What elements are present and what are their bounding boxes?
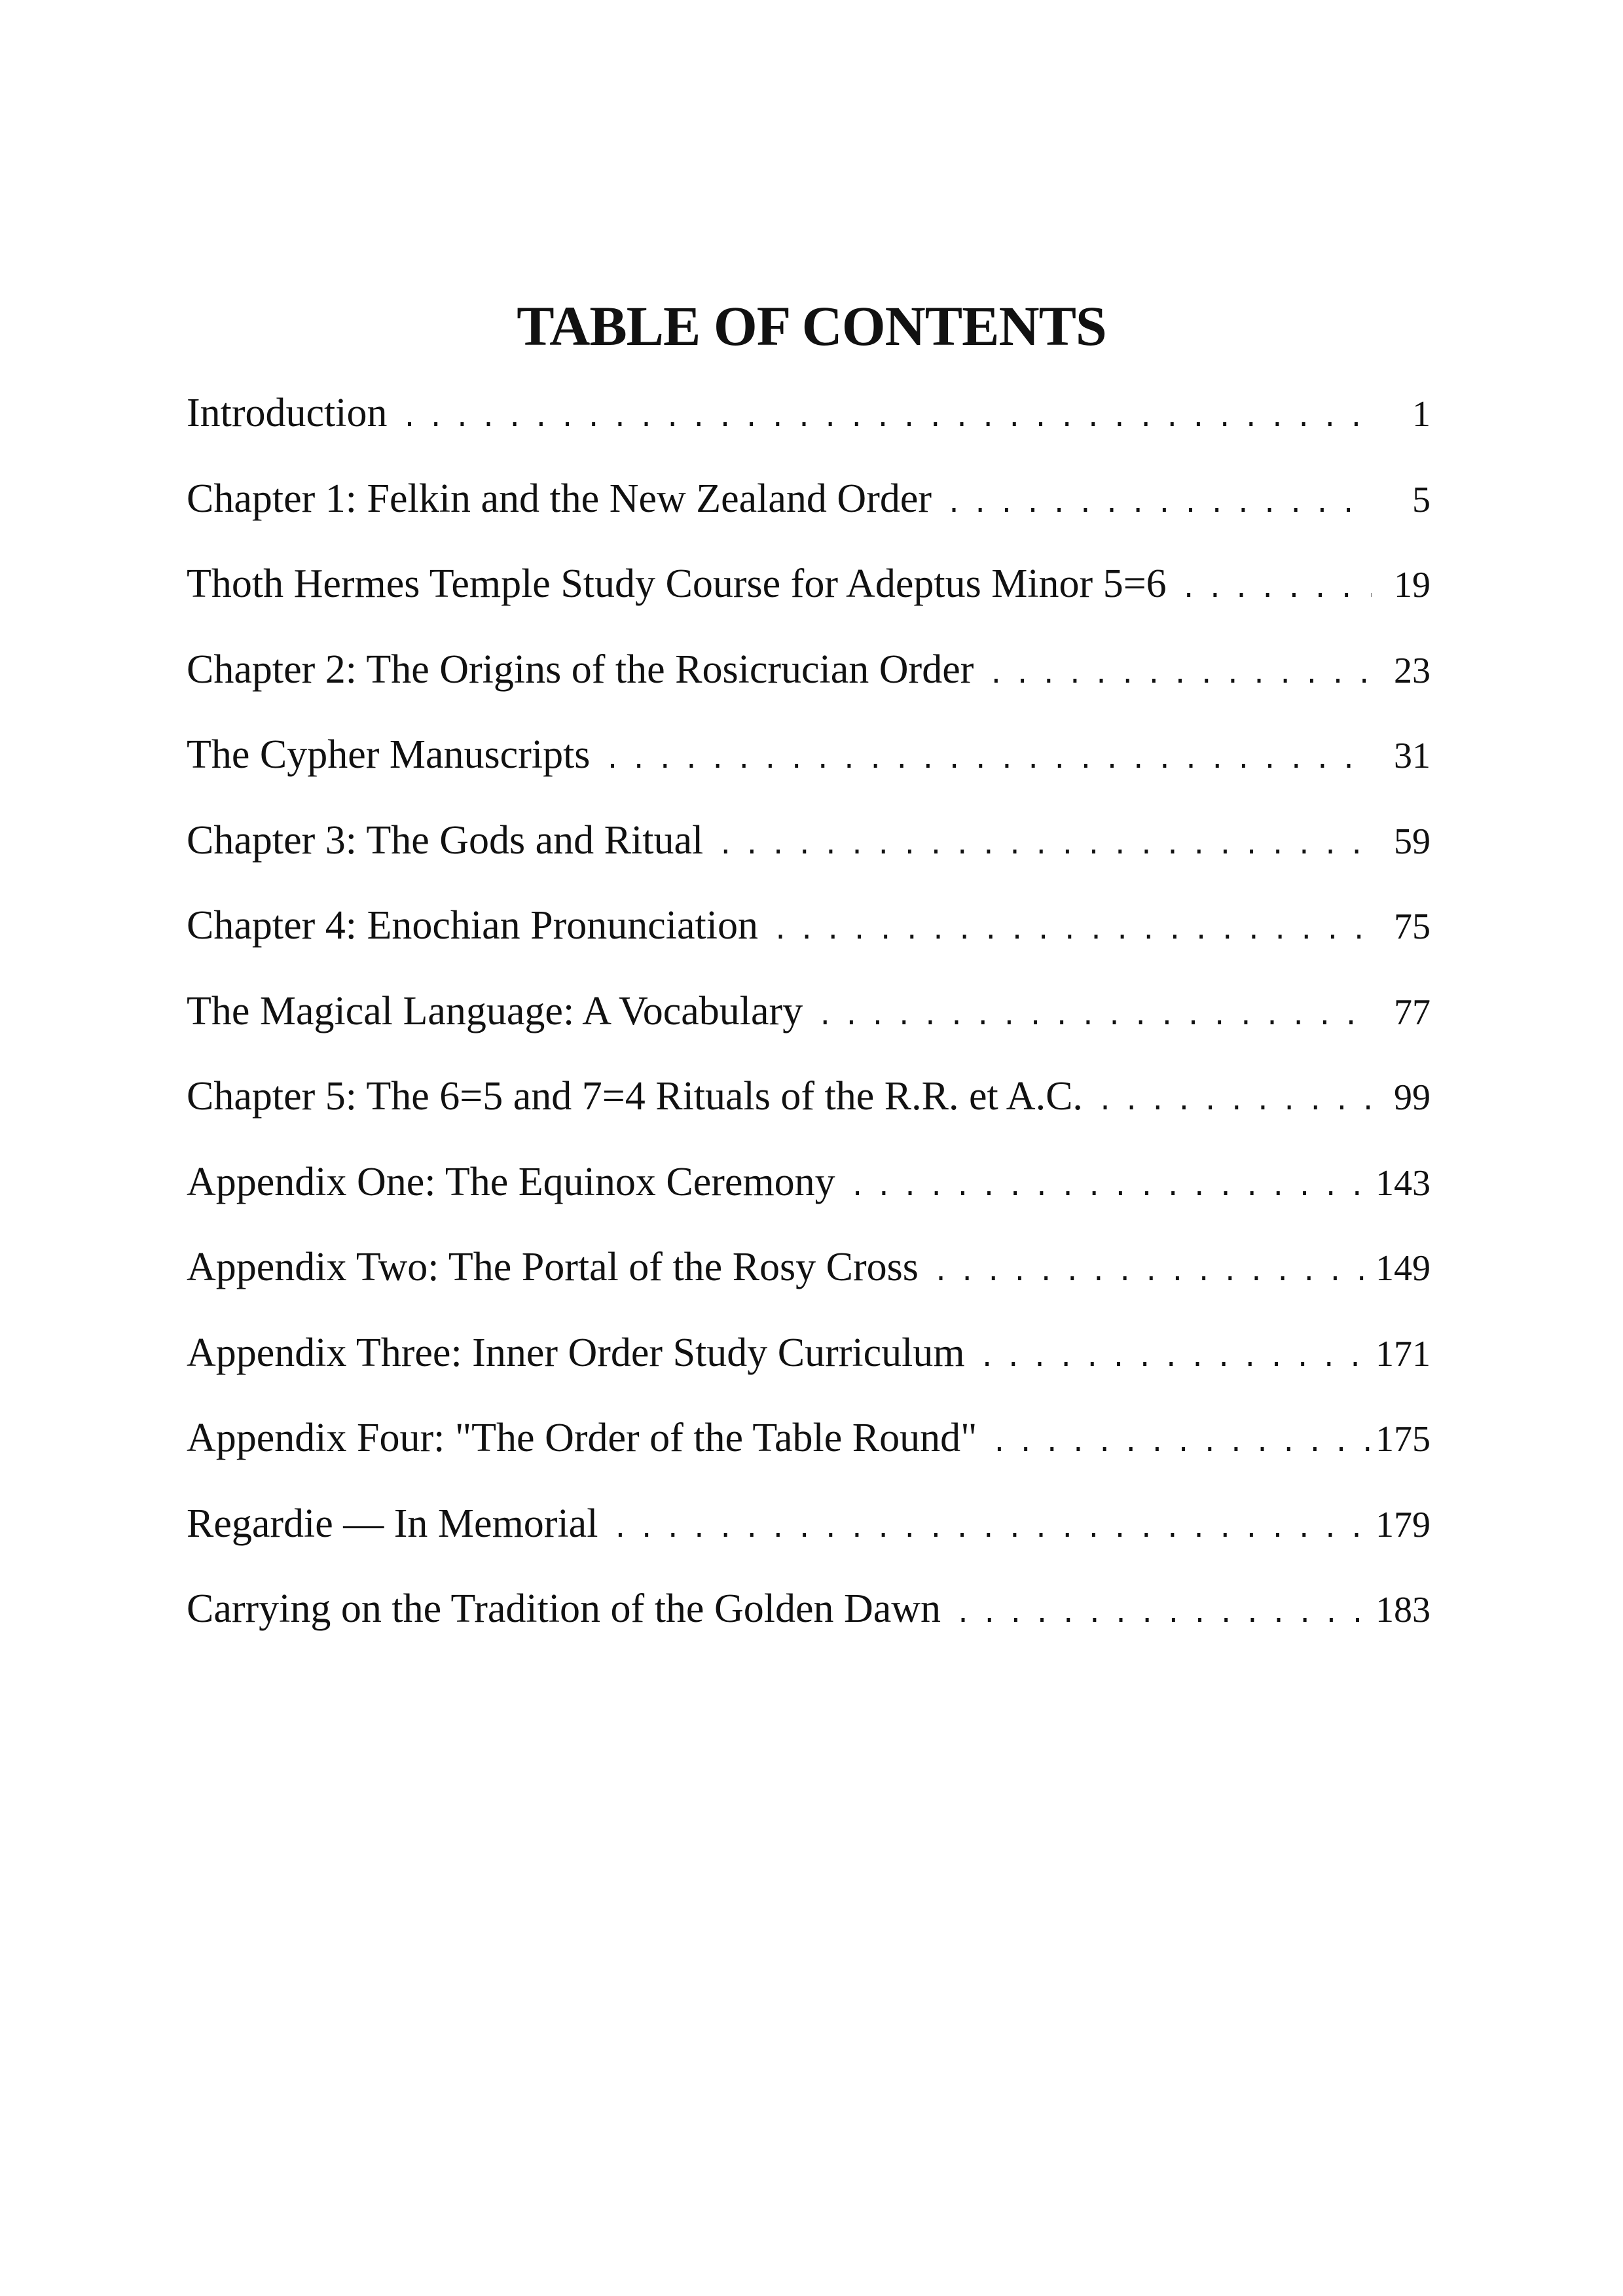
toc-entry-page: 5 xyxy=(1412,479,1431,520)
toc-entry-page: 143 xyxy=(1376,1162,1431,1204)
toc-entry xyxy=(187,734,1431,820)
toc-entry-label: Appendix Four: "The Order of the Table Round" xyxy=(187,1416,977,1460)
page-title: TABLE OF CONTENTS xyxy=(517,295,1106,357)
dot-leader xyxy=(955,1600,1372,1626)
toc-entry-page: 19 xyxy=(1394,565,1431,605)
dot-leader xyxy=(979,1344,1372,1371)
toc-entry xyxy=(187,1503,1431,1589)
dot-leader xyxy=(933,1259,1372,1285)
toc-entry-page: 175 xyxy=(1376,1419,1431,1460)
toc-entry-page: 171 xyxy=(1376,1333,1431,1374)
toc-entry xyxy=(187,1588,1431,1674)
toc-entry-label: Carrying on the Tradition of the Golden Dawn xyxy=(187,1587,941,1631)
toc-entry xyxy=(187,1159,1431,1247)
toc-entry xyxy=(187,817,1431,906)
toc-entry-page: 1 xyxy=(1412,394,1431,435)
dot-leader xyxy=(718,832,1372,858)
toc-entry xyxy=(187,1076,1431,1162)
dot-leader xyxy=(1097,1088,1372,1114)
dot-leader xyxy=(773,917,1372,943)
dot-leader xyxy=(604,746,1372,772)
toc-entry-label: Chapter 4: Enochian Pronunciation xyxy=(187,903,758,948)
toc-entry-label: Chapter 3: The Gods and Ritual xyxy=(187,817,704,863)
toc-entry-page: 183 xyxy=(1376,1590,1431,1630)
toc-entry xyxy=(187,478,1431,564)
toc-entry-label: Introduction xyxy=(187,391,388,435)
toc-entry-label: Chapter 2: The Origins of the Rosicrucian Order xyxy=(187,647,974,692)
toc-entry-page: 179 xyxy=(1376,1504,1431,1545)
dot-leader xyxy=(1181,575,1372,601)
toc-entry-label: Chapter 1: Felkin and the New Zealand Order xyxy=(187,476,932,521)
toc-entry-page: 99 xyxy=(1394,1077,1431,1118)
dot-leader xyxy=(988,661,1372,687)
dot-leader xyxy=(946,490,1372,516)
toc-entry xyxy=(187,564,1431,649)
dot-leader xyxy=(402,404,1372,431)
toc-entry-page: 77 xyxy=(1394,992,1431,1033)
toc-entry-page: 149 xyxy=(1376,1248,1431,1289)
toc-entry-label: Thoth Hermes Temple Study Course for Adeptus Minor 5=6 xyxy=(187,562,1167,606)
toc-entry xyxy=(187,649,1431,735)
toc-entry xyxy=(187,1247,1431,1333)
dot-leader xyxy=(991,1429,1372,1456)
toc-entry-label: Regardie — In Memorial xyxy=(187,1501,598,1546)
dot-leader xyxy=(817,1003,1372,1029)
toc-list xyxy=(187,393,1431,1674)
toc-entry xyxy=(187,1418,1431,1503)
toc-entry-page: 75 xyxy=(1394,906,1431,947)
toc-entry-label: The Magical Language: A Vocabulary xyxy=(187,988,803,1033)
toc-entry xyxy=(187,905,1431,991)
dot-leader xyxy=(850,1174,1372,1200)
toc-entry-label: Appendix Three: Inner Order Study Curriculum xyxy=(187,1330,965,1375)
toc-entry xyxy=(187,1330,1431,1418)
dot-leader xyxy=(612,1515,1372,1541)
toc-entry-label: Appendix Two: The Portal of the Rosy Cross xyxy=(187,1245,919,1289)
toc-entry-label: The Cypher Manuscripts xyxy=(187,732,591,777)
toc-entry-page: 23 xyxy=(1394,650,1431,691)
toc-entry-page: 59 xyxy=(1394,821,1431,862)
toc-entry-page: 31 xyxy=(1394,736,1431,776)
toc-entry-label: Chapter 5: The 6=5 and 7=4 Rituals of the R.R. et A.C. xyxy=(187,1074,1083,1119)
toc-entry xyxy=(187,393,1431,478)
toc-entry xyxy=(187,988,1431,1077)
toc-entry-label: Appendix One: The Equinox Ceremony xyxy=(187,1159,835,1204)
